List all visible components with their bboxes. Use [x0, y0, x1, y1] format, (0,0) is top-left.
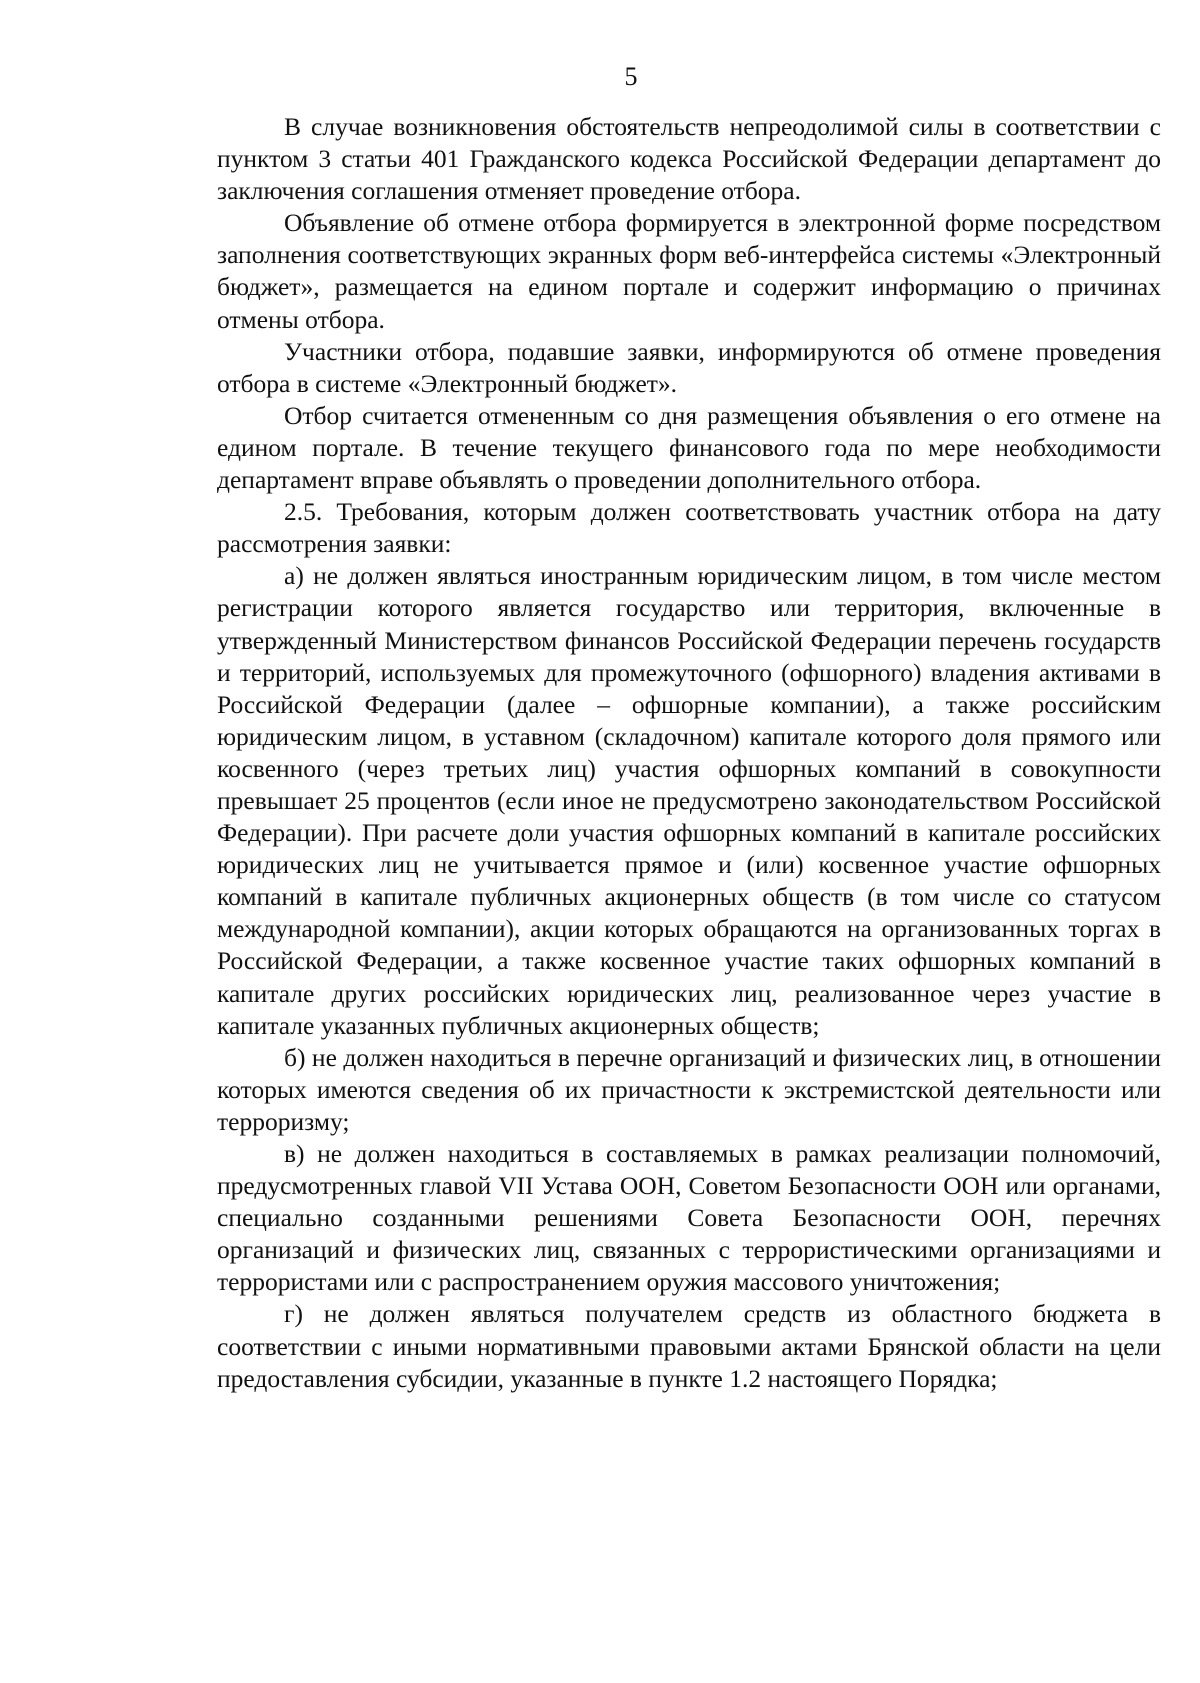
paragraph-requirement-b: б) не должен находиться в перечне организаций и физических лиц, в отношении которых имеются сведения об их причастности к экстремистской деятельности или терроризму;	[217, 1042, 1161, 1136]
page-number: 5	[624, 62, 638, 91]
paragraph-requirements-heading: 2.5. Требования, которым должен соответствовать участник отбора на дату рассмотрения заявки:	[217, 497, 1161, 559]
paragraph-participants-informed: Участники отбора, подавшие заявки, информируются об отмене проведения отбора в системе «Электронный бюджет».	[217, 336, 1161, 398]
paragraph-force-majeure: В случае возникновения обстоятельств непреодолимой силы в соответствии с пунктом 3 статьи 401 Гражданского кодекса Российской Федерации департамент до заключения соглашения отменяет проведение отбора.	[217, 112, 1161, 206]
document-body	[217, 111, 1161, 1395]
paragraph-cancellation-notice: Объявление об отмене отбора формируется в электронной форме посредством заполнения соответствующих экранных форм веб-интерфейса системы «Электронный бюджет», размещается на едином портале и содержит информацию о причинах отмены отбора.	[217, 208, 1161, 334]
paragraph-requirement-g: г) не должен являться получателем средств из областного бюджета в соответствии с иными нормативными правовыми актами Брянской области на цели предоставления субсидии, указанные в пункте 1.2 настоящего Порядка;	[217, 1299, 1161, 1393]
paragraph-selection-cancelled: Отбор считается отмененным со дня размещения объявления о его отмене на едином портале. В течение текущего финансового года по мере необходимости департамент вправе объявлять о проведении дополнительного отбора.	[217, 400, 1161, 495]
paragraph-requirement-a: а) не должен являться иностранным юридическим лицом, в том числе местом регистрации которого является государство или территория, включенные в утвержденный Министерством финансов Российской Федерации перечень государств и территорий, используемых для промежуточного (офшорного) владения активами в Российской Федерации (далее – офшорные компании), а также российским юридическим лицом, в уставном (складочном) капитале которого доля прямого или косвенного (через третьих лиц) участия офшорных компаний в совокупности превышает 25 процентов (если иное не предусмотрено законодательством Российской Федерации). При расчете доли участия офшорных компаний в капитале российских юридических лиц не учитывается прямое и (или) косвенное участие офшорных компаний в капитале публичных акционерных обществ (в том числе со статусом международной компании), акции которых обращаются на организованных торгах в Российской Федерации, а также косвенное участие таких офшорных компаний в капитале других российских юридических лиц, реализованное через участие в капитале указанных публичных акционерных обществ;	[217, 561, 1161, 1040]
paragraph-requirement-v: в) не должен находиться в составляемых в рамках реализации полномочий, предусмотренных главой VII Устава ООН, Советом Безопасности ООН или органами, специально созданными решениями Совета Безопасности ООН, перечнях организаций и физических лиц, связанных с террористическими организациями и террористами или с распространением оружия массового уничтожения;	[217, 1139, 1161, 1297]
